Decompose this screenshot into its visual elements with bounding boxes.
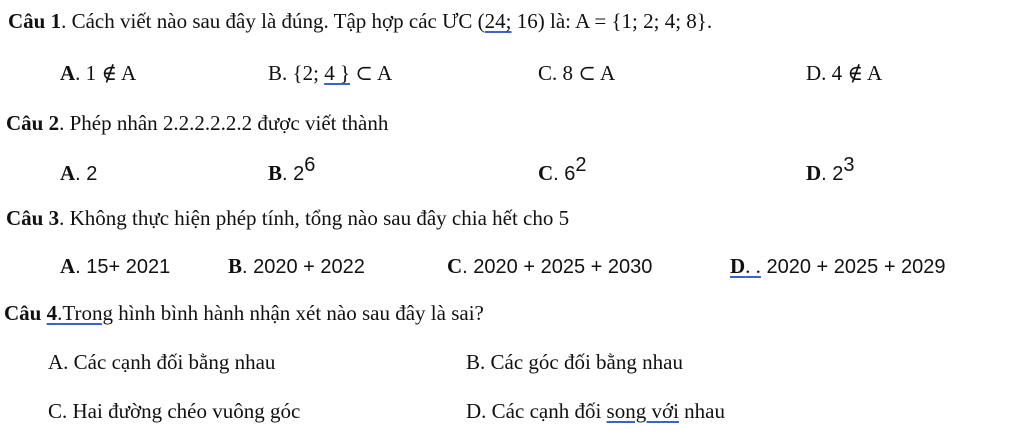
q3-option-a: [60, 253, 170, 280]
q2-option-d-exponent: 3: [843, 154, 855, 176]
q4-option-c: [48, 398, 300, 424]
q2-option-b-exponent: 6: [304, 154, 316, 176]
q1-option-d-letter: D: [806, 61, 822, 85]
question-3: [6, 205, 569, 231]
q3-option-b-letter: B: [228, 254, 243, 278]
q4-option-d: [466, 398, 725, 424]
question-4: [4, 300, 484, 326]
question-4-number: 4: [46, 301, 58, 325]
q2-option-d-base: . 2: [821, 163, 844, 185]
q2-option-c: [538, 154, 587, 187]
q2-option-c-base: . 6: [553, 163, 576, 185]
question-2: [6, 110, 388, 136]
q3-option-b: [228, 253, 365, 280]
q1-option-b-text-end: ⊂ A: [350, 61, 393, 85]
question-1: [8, 8, 712, 34]
question-1-text: . Cách viết nào sau đây là đúng. Tập hợp các ƯC (: [61, 9, 485, 33]
q1-option-c-text: . 8 ⊂ A: [552, 61, 616, 85]
q1-option-c-letter: C: [538, 61, 553, 85]
q3-option-a-letter: A: [60, 254, 76, 278]
q1-option-b-letter: B: [268, 61, 283, 85]
q4-option-c-text: C. Hai đường chéo vuông góc: [48, 399, 301, 423]
question-1-underlined-text: 24;: [484, 9, 512, 33]
q1-option-a: [60, 60, 136, 86]
question-4-label: Câu: [4, 301, 47, 325]
q3-option-d-text: 2020 + 2025 + 2029: [760, 256, 946, 278]
q2-option-d: [806, 154, 855, 187]
q3-option-d-dots: . .: [745, 254, 761, 278]
q2-option-b-letter: B: [268, 161, 283, 185]
q1-option-b-underlined: 4 }: [324, 61, 351, 85]
question-1-label: Câu 1: [8, 9, 62, 33]
q2-option-a-value: . 2: [75, 163, 98, 185]
q2-option-a-letter: A: [60, 161, 76, 185]
q3-option-d-letter: D: [730, 254, 746, 278]
q2-option-d-letter: D: [806, 161, 822, 185]
q4-option-d-text: D. Các cạnh đối: [466, 399, 607, 423]
q4-option-a-text: A. Các cạnh đối bằng nhau: [48, 350, 276, 374]
q3-option-d: [730, 253, 946, 280]
q4-option-a: [48, 349, 275, 375]
q1-option-a-text: . 1 ∉ A: [75, 61, 137, 85]
q2-option-a: [60, 160, 97, 187]
q1-option-c: [538, 60, 615, 86]
q4-option-b-text: B. Các góc đối bằng nhau: [466, 350, 683, 374]
q4-option-b: [466, 349, 683, 375]
q1-option-a-letter: A: [60, 61, 76, 85]
q3-option-c-letter: C: [447, 254, 463, 278]
q3-option-a-text: . 15+ 2021: [75, 256, 171, 278]
q3-option-c: [447, 253, 652, 280]
question-1-text-end: 16) là: A = {1; 2; 4; 8}.: [511, 9, 713, 33]
question-4-underlined-text: .Trong: [57, 301, 113, 325]
q2-option-b: [268, 154, 316, 187]
question-2-text: . Phép nhân 2.2.2.2.2.2 được viết thành: [59, 111, 389, 135]
question-3-label: Câu 3: [6, 206, 60, 230]
question-4-text: hình bình hành nhận xét nào sau đây là sai?: [112, 301, 484, 325]
q2-option-c-exponent: 2: [575, 154, 587, 176]
q1-option-b: [268, 60, 392, 86]
q2-option-b-base: . 2: [282, 163, 305, 185]
q1-option-d: [806, 60, 882, 86]
q2-option-c-letter: C: [538, 161, 554, 185]
q1-option-d-text: . 4 ∉ A: [821, 61, 883, 85]
q1-option-b-text: . {2;: [282, 61, 325, 85]
q3-option-b-text: . 2020 + 2022: [242, 256, 365, 278]
q4-option-d-text-end: nhau: [678, 399, 725, 423]
q4-option-d-underlined: song với: [606, 399, 679, 423]
question-2-label: Câu 2: [6, 111, 60, 135]
q3-option-c-text: . 2020 + 2025 + 2030: [462, 256, 653, 278]
question-3-text: . Không thực hiện phép tính, tổng nào sau đây chia hết cho 5: [59, 206, 570, 230]
